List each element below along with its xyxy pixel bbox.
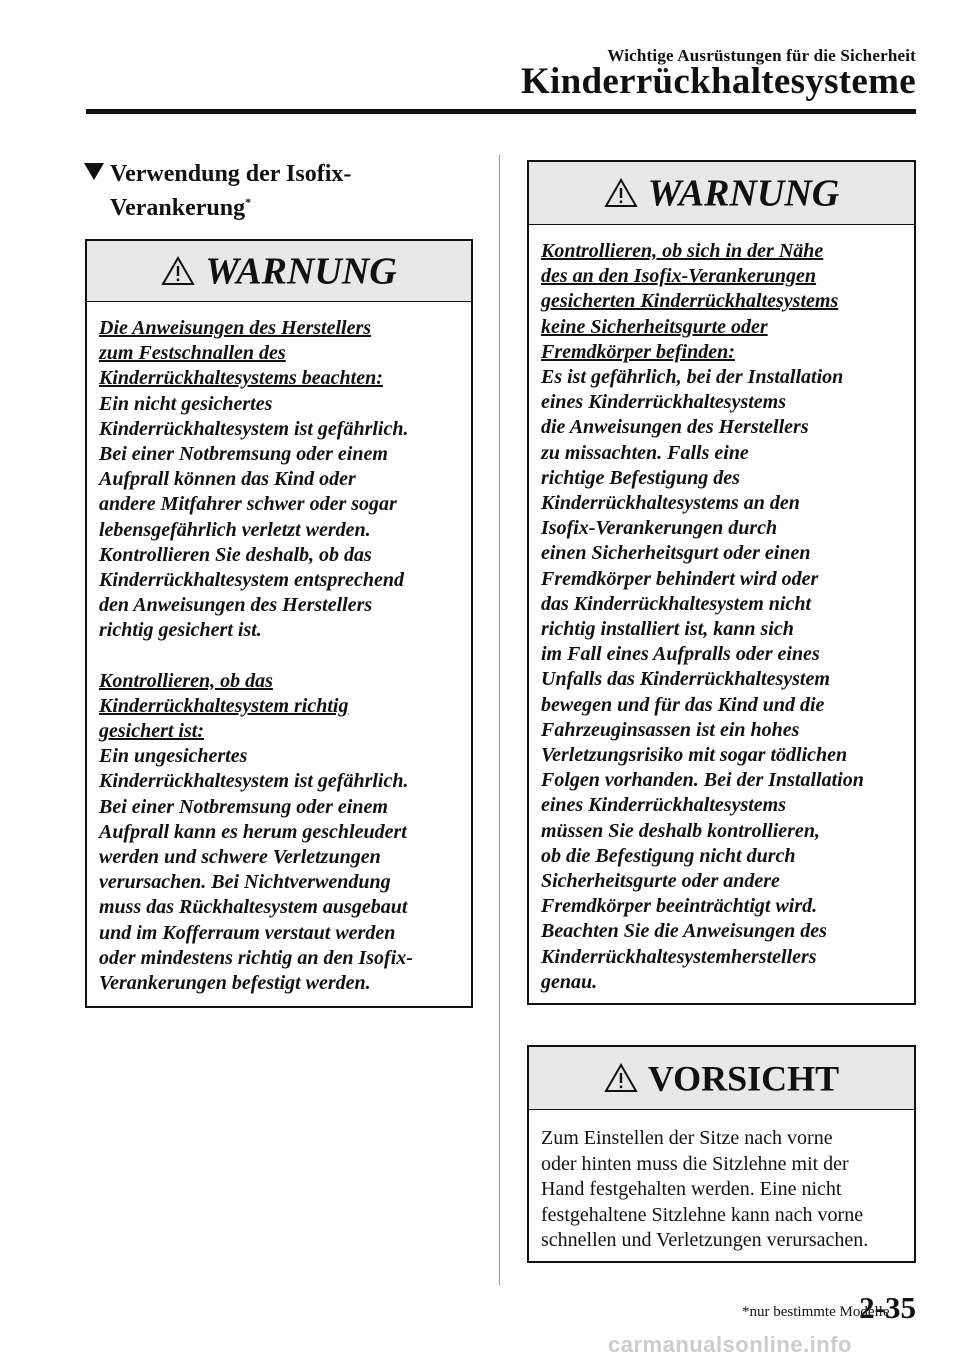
warning-text-line: ob die Befestigung nicht durch (541, 844, 796, 867)
warning-text-line: Bei einer Notbremsung oder einem (99, 795, 388, 818)
chapter-title: Kinderrückhaltesysteme (520, 61, 916, 102)
warning-heading-line: Kontrollieren, ob das (99, 669, 273, 692)
warning-triangle-icon (161, 256, 195, 286)
watermark: carmanualsonline.info (608, 1332, 852, 1357)
caution-box (527, 1045, 916, 1263)
warning-text-line: Folgen vorhanden. Bei der Installation (541, 769, 864, 792)
warning-text-line: Sicherheitsgurte oder andere (541, 870, 780, 893)
warning-text-line: Es ist gefährlich, bei der Installation (541, 366, 844, 389)
warning-header (529, 162, 914, 225)
warning-text-line: Verletzungsrisiko mit sogar tödlichen (541, 744, 848, 767)
warning-text-line: Isofix-Verankerungen durch (541, 517, 778, 540)
warning-heading-line: Kinderrückhaltesystems beachten: (99, 367, 383, 390)
page-number: 2-35 (859, 1290, 916, 1325)
warning-box-right (527, 160, 916, 1005)
warning-text-line: Beachten Sie die Anweisungen des (541, 920, 827, 943)
section-title-line2: Verankerung (110, 195, 246, 221)
warning-text-line: Fahrzeuginsassen ist ein hohes (541, 718, 800, 741)
warning-heading-line: Fremdkörper befinden: (541, 340, 735, 363)
warning-text-line: Kinderrückhaltesystem ist gefährlich. (99, 770, 409, 793)
caution-label: VORSICHT (647, 1058, 840, 1099)
warning-text-line: Fremdkörper behindert wird oder (541, 567, 819, 590)
warning-text-line: eines Kinderrückhaltesystems (541, 391, 787, 414)
optional-marker: * (245, 195, 252, 209)
warning-text-line: Kinderrückhaltesystemherstellers (541, 945, 817, 968)
warning-text-line: Bei einer Notbremsung oder einem (99, 443, 388, 466)
header-rule (86, 109, 916, 114)
warning-box-left (85, 239, 473, 1008)
warning-heading-line: zum Festschnallen des (99, 342, 286, 365)
paragraph-gap (99, 644, 459, 669)
warning-heading-line: Kontrollieren, ob sich in der Nähe (541, 240, 824, 262)
warning-text-line: Unfalls das Kinderrückhaltesystem (541, 668, 830, 691)
chapter-subtitle: Wichtige Ausrüstungen für die Sicherheit (607, 46, 916, 65)
warning-text-line: im Fall eines Aufpralls oder eines (541, 643, 820, 666)
warning-text-line: eines Kinderrückhaltesystems (541, 794, 787, 817)
caution-text-line: schnellen und Verletzungen verursachen. (541, 1229, 869, 1251)
warning-triangle-icon (604, 178, 638, 208)
footnote: *nur bestimmte Modelle (742, 1304, 890, 1320)
warning-text-line: Fremdkörper beeinträchtigt wird. (541, 895, 818, 918)
warning-label: WARNUNG (647, 172, 840, 215)
warning-text-line: Kinderrückhaltesystem ist gefährlich. (99, 417, 409, 440)
warning-text-line: müssen Sie deshalb kontrollieren, (541, 819, 820, 842)
warning-heading-line: gesichert ist: (99, 720, 204, 743)
caution-text-line: Zum Einstellen der Sitze nach vorne (541, 1127, 833, 1149)
warning-text-line: Kinderrückhaltesystem entsprechend (99, 569, 405, 592)
warning-text-line: lebensgefährlich verletzt werden. (99, 518, 371, 541)
warning-text-line: Kontrollieren Sie deshalb, ob das (99, 543, 372, 566)
warning-heading-line: Kinderrückhaltesystem richtig (99, 694, 349, 717)
warning-text-line: richtige Befestigung des (541, 466, 740, 489)
warning-text-line: richtig installiert ist, kann sich (541, 618, 794, 641)
warning-body (529, 225, 914, 995)
warning-heading-line: des an den Isofix-Verankerungen (541, 265, 817, 288)
caution-text-line: festgehaltene Sitzlehne kann nach vorne (541, 1203, 864, 1226)
warning-text-line: Kinderrückhaltesystems an den (541, 492, 800, 515)
section-heading (84, 160, 351, 222)
warning-text-line: und im Kofferraum verstaut werden (99, 921, 396, 944)
caution-header (529, 1047, 914, 1110)
warning-text-line: Aufprall können das Kind oder (99, 468, 356, 491)
warning-text-line: bewegen und für das Kind und die (541, 693, 825, 716)
warning-text-line: muss das Rückhaltesystem ausgebaut (99, 896, 408, 919)
caution-text-line: Hand festgehalten werden. Eine nicht (541, 1178, 842, 1200)
warning-text-line: den Anweisungen des Herstellers (99, 594, 373, 617)
warning-heading-line: keine Sicherheitsgurte oder (541, 315, 768, 338)
warning-text-line: einen Sicherheitsgurt oder einen (541, 542, 811, 565)
warning-text-line: richtig gesichert ist. (99, 619, 262, 642)
warning-heading-line: gesicherten Kinderrückhaltesystems (541, 290, 839, 313)
warning-text-line: oder mindestens richtig an den Isofix- (99, 946, 413, 969)
warning-text-line: Aufprall kann es herum geschleudert (99, 820, 407, 843)
warning-text-line: verursachen. Bei Nichtverwendung (99, 871, 391, 894)
warning-heading-line: Die Anweisungen des Herstellers (99, 317, 372, 339)
caution-body (529, 1110, 914, 1254)
warning-label: WARNUNG (205, 250, 397, 293)
warning-text-line: Ein nicht gesichertes (99, 392, 273, 415)
warning-body (87, 302, 471, 996)
warning-text-line: Verankerungen befestigt werden. (99, 972, 371, 995)
warning-text-line: das Kinderrückhaltesystem nicht (541, 592, 812, 615)
section-title-line1: Verwendung der Isofix- (110, 161, 352, 187)
warning-header (87, 241, 471, 302)
warning-text-line: die Anweisungen des Herstellers (541, 416, 809, 439)
warning-text-line: Ein ungesichertes (99, 745, 248, 768)
warning-text-line: genau. (541, 970, 598, 993)
warning-triangle-icon (604, 1063, 638, 1093)
triangle-bullet-icon (84, 163, 104, 180)
column-divider (499, 155, 500, 1285)
warning-text-line: zu missachten. Falls eine (541, 441, 749, 464)
warning-text-line: werden und schwere Verletzungen (99, 846, 381, 869)
caution-text-line: oder hinten muss die Sitzlehne mit der (541, 1152, 849, 1175)
warning-text-line: andere Mitfahrer schwer oder sogar (99, 493, 397, 516)
